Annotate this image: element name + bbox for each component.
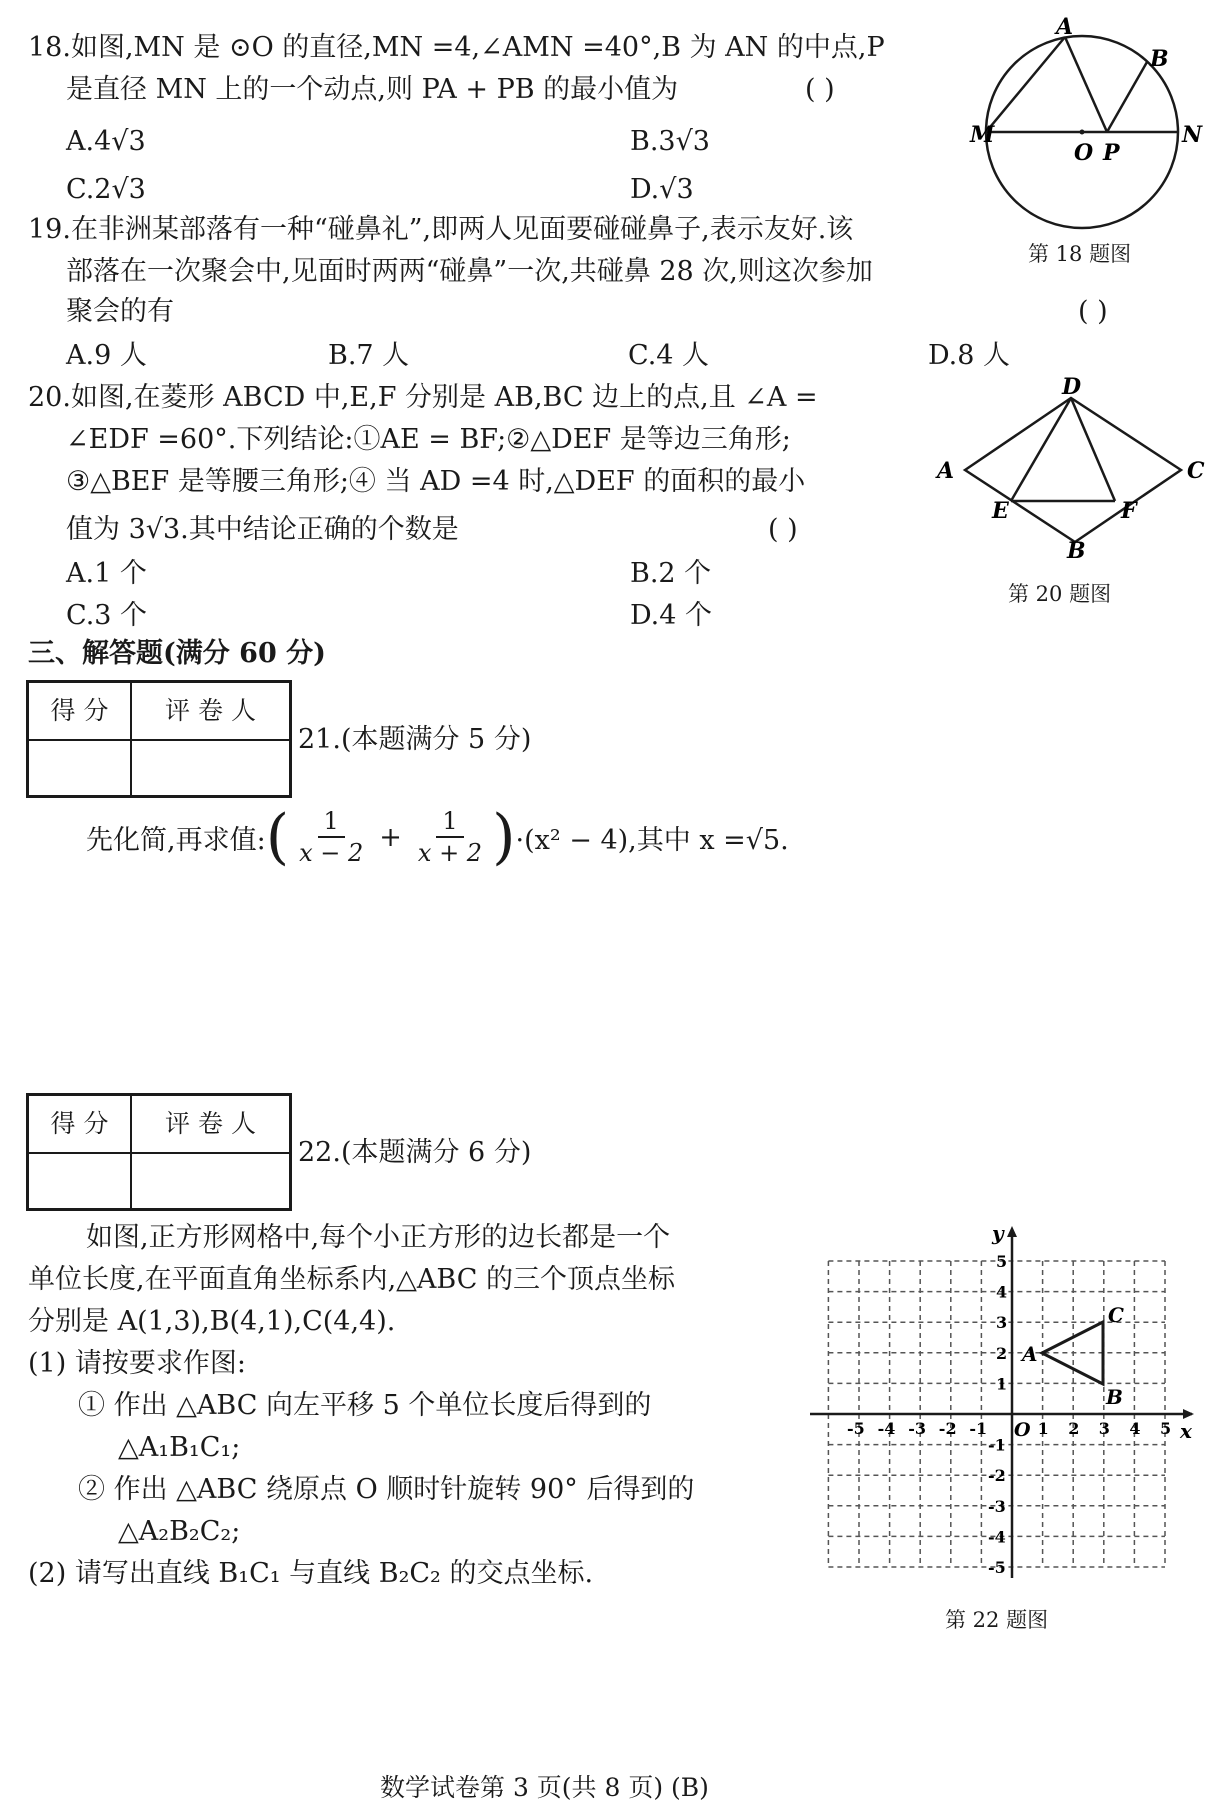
x-tick-label: -2 (938, 1419, 957, 1438)
score-cell[interactable] (29, 741, 132, 795)
fraction-2-numerator: 1 (436, 806, 463, 838)
score-cell[interactable] (29, 1154, 132, 1208)
q20-option-a: A.1 个 (66, 558, 147, 589)
grader-cell[interactable] (132, 741, 289, 795)
grader-cell[interactable] (132, 1154, 289, 1208)
q20-figure-caption: 第 20 题图 (1008, 582, 1112, 606)
q22-header: 22.(本题满分 6 分) (298, 1137, 532, 1168)
q22-line5: ① 作出 △ABC 向左平移 5 个单位长度后得到的 (78, 1390, 652, 1421)
axes (810, 1226, 1194, 1578)
q18-circle-figure (970, 14, 1203, 235)
q22-coordinate-grid (800, 1218, 1200, 1590)
q19-option-d: D.8 人 (928, 340, 1011, 371)
q22-line6: △A₁B₁C₁; (118, 1432, 241, 1463)
label-f: F (1121, 498, 1137, 524)
q22-line9: (2) 请写出直线 B₁C₁ 与直线 B₂C₂ 的交点坐标. (28, 1558, 594, 1589)
x-tick-label: -5 (847, 1419, 865, 1438)
y-tick-label: -1 (988, 1435, 1006, 1455)
q20-option-c: C.3 个 (66, 600, 148, 631)
q18-line1: 18.如图,MN 是 ⊙O 的直径,MN =4,∠AMN =40°,B 为 AN 的中点,P (28, 32, 885, 63)
segment-ap (1065, 37, 1107, 132)
x-axis-label: x (1180, 1419, 1192, 1443)
label-e: E (992, 498, 1009, 524)
q18-option-c: C.2√3 (66, 174, 146, 205)
x-tick-label: -4 (877, 1419, 896, 1438)
label-n: N (1182, 122, 1203, 148)
q20-answer-paren: ( ) (768, 514, 798, 545)
x-tick-label: 3 (1098, 1419, 1110, 1438)
q20-option-b: B.2 个 (630, 558, 712, 589)
q22-line1: 如图,正方形网格中,每个小正方形的边长都是一个 (86, 1222, 671, 1253)
y-tick-label: 4 (996, 1282, 1008, 1302)
fraction-1 (293, 806, 369, 868)
label-a: A (937, 458, 955, 484)
q21-score-box (26, 680, 292, 798)
label-o: O (1074, 140, 1094, 166)
q18-option-a: A.4√3 (66, 126, 146, 157)
q18-option-b: B.3√3 (630, 126, 710, 157)
q20-option-d: D.4 个 (630, 600, 713, 631)
q19-option-b: B.7 人 (328, 340, 410, 371)
q18-option-d: D.√3 (630, 174, 694, 205)
fraction-2-denominator: x + 2 (417, 839, 483, 867)
fraction-1-denominator: x − 2 (299, 839, 364, 867)
section3-title: 三、解答题(满分 60 分) (28, 638, 326, 669)
x-tick-label: -3 (908, 1419, 926, 1438)
q18-answer-paren: ( ) (805, 74, 835, 105)
label-c: C (1108, 1303, 1124, 1327)
q20-rhombus-figure (935, 374, 1210, 564)
label-b: B (1067, 538, 1086, 564)
y-tick-label: 3 (996, 1313, 1008, 1333)
label-b: B (1150, 46, 1169, 72)
label-m: M (970, 122, 995, 148)
x-tick-label: -1 (969, 1419, 988, 1438)
right-paren: ) (492, 802, 516, 872)
q22-score-box (26, 1093, 292, 1211)
plus-sign: + (379, 821, 402, 853)
x-tick-label: 1 (1037, 1419, 1049, 1438)
y-tick-label: -3 (988, 1496, 1006, 1516)
y-tick-label: 1 (996, 1374, 1008, 1394)
q18-figure-caption: 第 18 题图 (1028, 242, 1132, 266)
q19-answer-paren: ( ) (1078, 296, 1108, 327)
label-a: A (1022, 1342, 1038, 1366)
grader-label: 评 卷 人 (132, 1096, 289, 1154)
x-tick-label: 4 (1129, 1419, 1141, 1438)
fraction-1-numerator: 1 (318, 806, 345, 838)
x-tick-label: 2 (1068, 1419, 1080, 1438)
q21-prefix: 先化简,再求值: (86, 824, 266, 856)
q19-line2: 部落在一次聚会中,见面时两两“碰鼻”一次,共碰鼻 28 次,则这次参加 (66, 256, 873, 287)
left-paren: ( (265, 802, 290, 872)
q22-figure-caption: 第 22 题图 (945, 1608, 1049, 1632)
score-label: 得 分 (29, 1096, 132, 1154)
center-point (1080, 130, 1085, 135)
label-p: P (1103, 140, 1120, 166)
y-tick-label: -4 (988, 1527, 1006, 1547)
y-tick-label: 5 (996, 1252, 1008, 1271)
label-a: A (1056, 14, 1074, 40)
q21-expression (86, 802, 789, 872)
y-tick-label: -2 (988, 1466, 1006, 1486)
segment-pb (1107, 62, 1147, 132)
y-axis-arrow (1007, 1226, 1017, 1237)
q20-line2: ∠EDF =60°.下列结论:①AE = BF;②△DEF 是等边三角形; (66, 424, 791, 455)
x-tick-label: 5 (1160, 1419, 1172, 1438)
y-tick-label: 2 (996, 1343, 1008, 1363)
q18-line2: 是直径 MN 上的一个动点,则 PA + PB 的最小值为 (66, 74, 679, 105)
label-c: C (1187, 458, 1205, 484)
q20-line4: 值为 3√3.其中结论正确的个数是 (66, 514, 459, 545)
q21-header: 21.(本题满分 5 分) (298, 724, 532, 755)
q20-line3: ③△BEF 是等腰三角形;④ 当 AD =4 时,△DEF 的面积的最小 (66, 466, 806, 497)
q22-line7: ② 作出 △ABC 绕原点 O 顺时针旋转 90° 后得到的 (78, 1474, 695, 1505)
fraction-2 (412, 806, 488, 868)
x-axis-arrow (1183, 1409, 1194, 1419)
origin-label: O (1014, 1419, 1031, 1441)
page-footer: 数学试卷第 3 页(共 8 页) (B) (380, 1773, 709, 1802)
q19-option-c: C.4 人 (628, 340, 710, 371)
q19-line3: 聚会的有 (66, 296, 174, 327)
q22-line3: 分别是 A(1,3),B(4,1),C(4,4). (28, 1306, 396, 1337)
score-label: 得 分 (29, 683, 132, 741)
y-tick-label: -5 (988, 1558, 1006, 1577)
q21-suffix: ·(x² − 4),其中 x =√5. (515, 824, 789, 856)
q19-option-a: A.9 人 (66, 340, 147, 371)
y-axis-label: y (992, 1221, 1004, 1245)
q19-line1: 19.在非洲某部落有一种“碰鼻礼”,即两人见面要碰碰鼻子,表示友好.该 (28, 214, 854, 245)
grader-label: 评 卷 人 (132, 683, 289, 741)
q22-line2: 单位长度,在平面直角坐标系内,△ABC 的三个顶点坐标 (28, 1264, 676, 1295)
label-d: D (1062, 374, 1082, 400)
segment-de (1011, 398, 1071, 501)
q20-line1: 20.如图,在菱形 ABCD 中,E,F 分别是 AB,BC 边上的点,且 ∠A = (28, 382, 818, 413)
label-b: B (1106, 1385, 1123, 1409)
q22-line8: △A₂B₂C₂; (118, 1516, 241, 1547)
q22-line4: (1) 请按要求作图: (28, 1348, 246, 1379)
